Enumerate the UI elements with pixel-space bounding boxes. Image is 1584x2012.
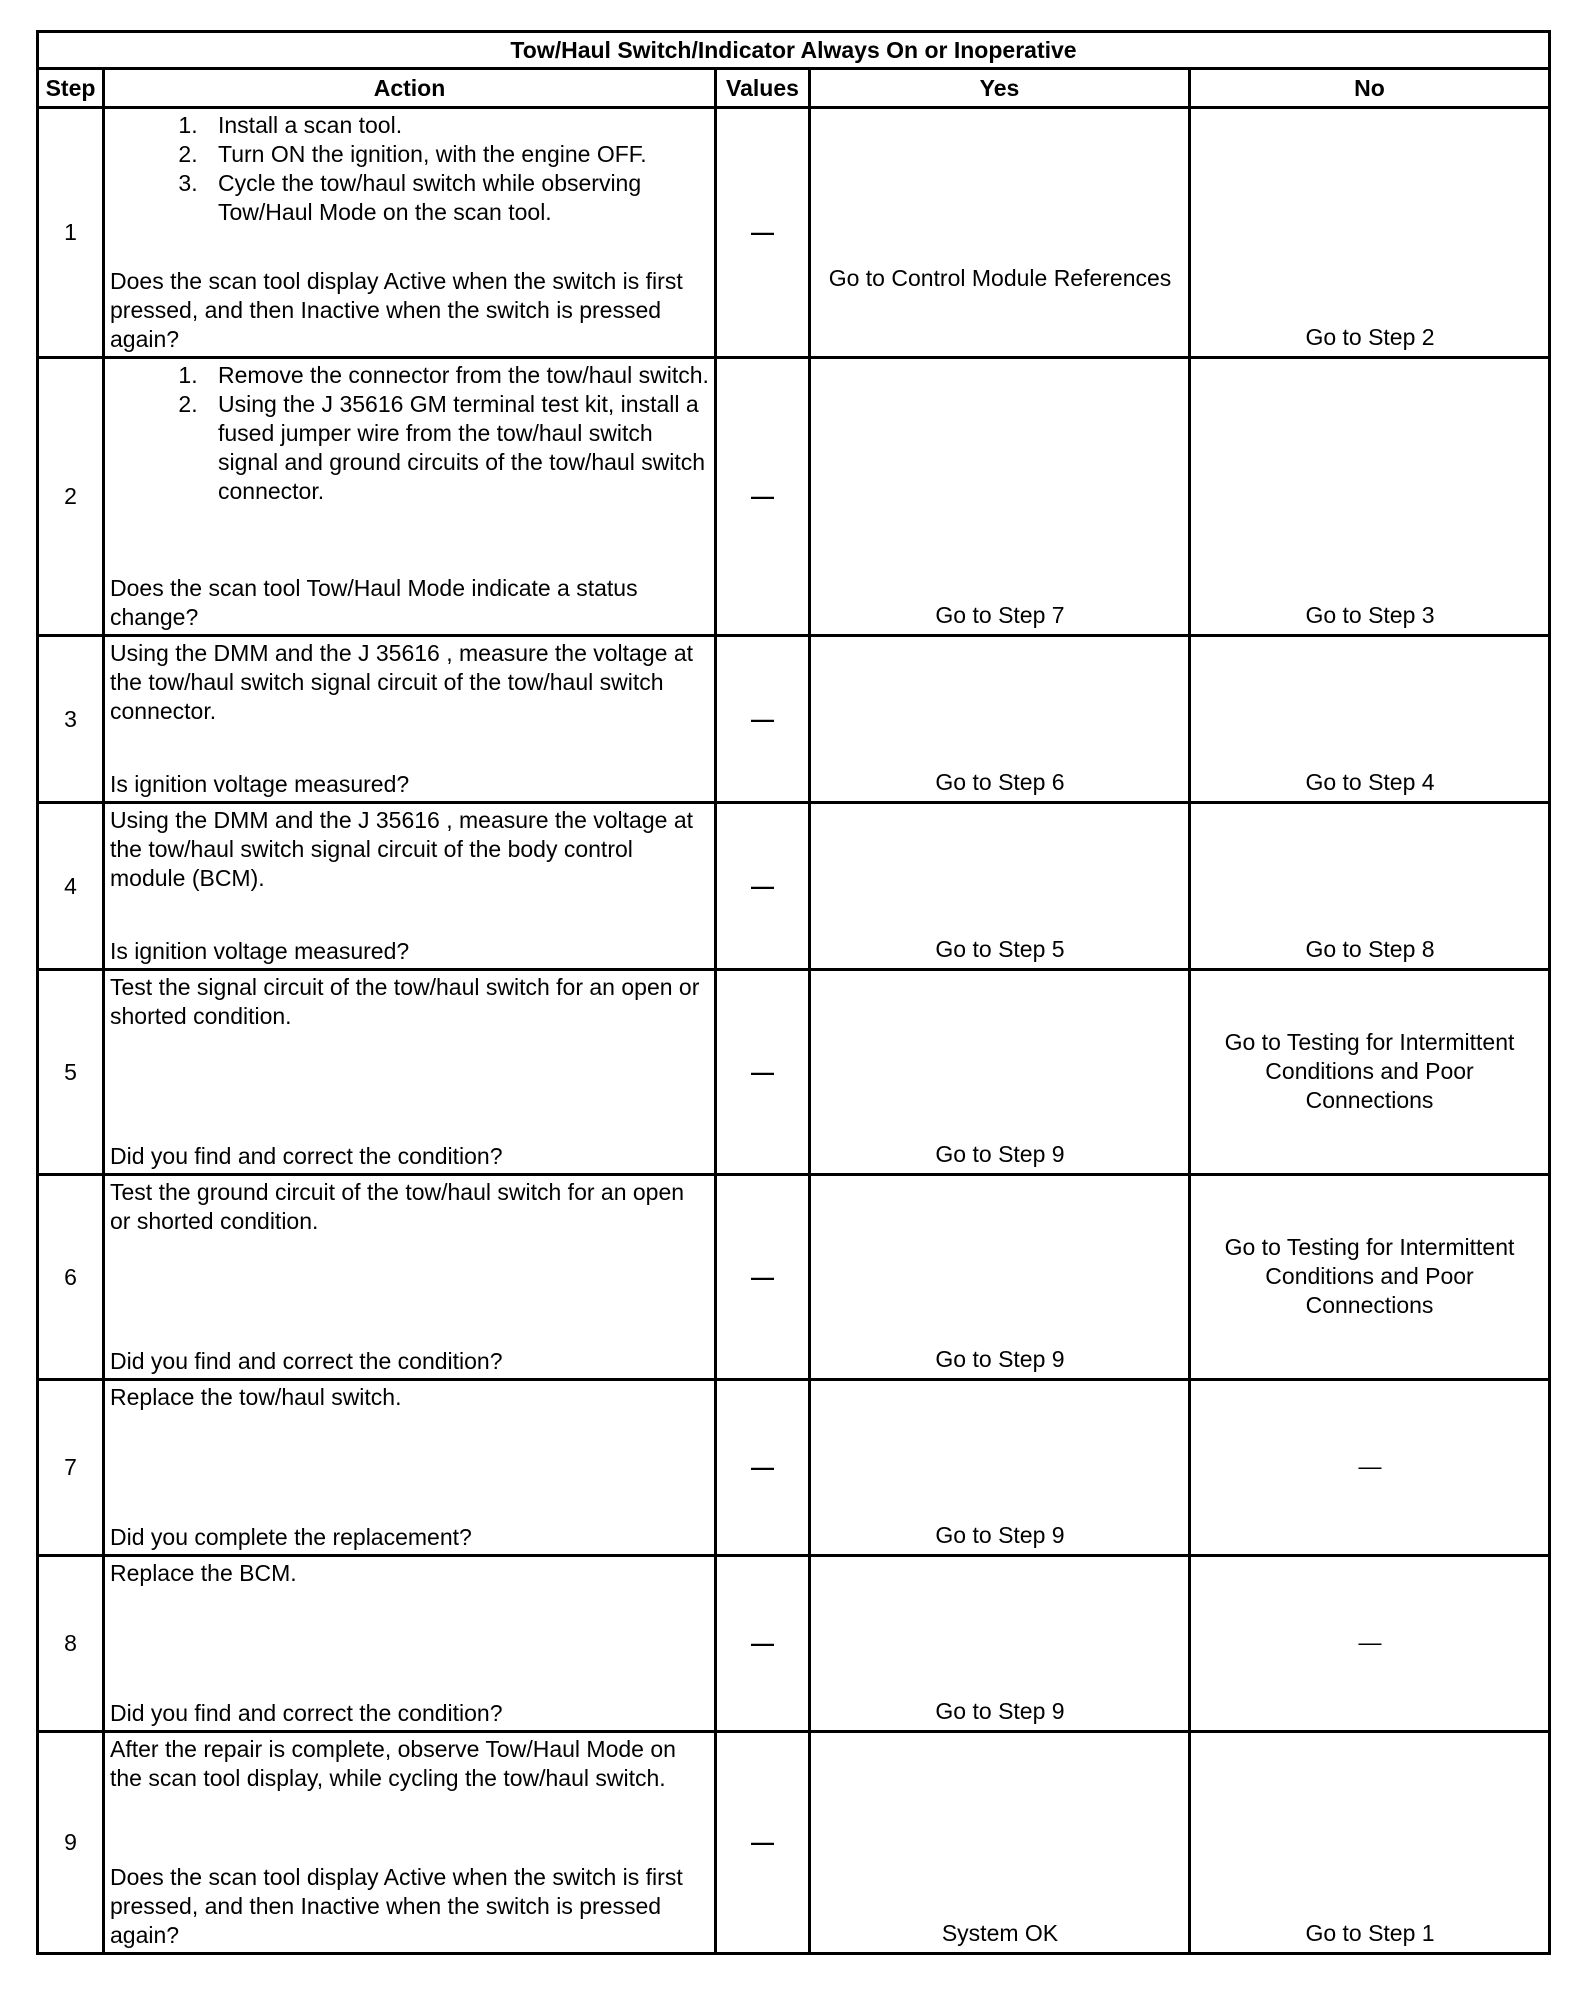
action-question: Is ignition voltage measured? [110,771,410,797]
action-cell [104,1175,716,1380]
header-action: Action [104,69,716,108]
values-cell: — [716,803,810,970]
values-cell: — [716,636,810,803]
action-cell [104,1732,716,1954]
header-no: No [1190,69,1550,108]
no-cell [1190,803,1550,970]
yes-text: Go to Step 9 [935,1141,1065,1167]
action-question: Is ignition voltage measured? [110,938,410,964]
action-text: Using the DMM and the J 35616 , measure the voltage at the tow/haul switch signal circuit of the tow/haul switch connector. [110,640,693,724]
yes-text: Go to Step 5 [935,936,1065,962]
no-text: Go to Step 1 [1305,1920,1435,1946]
step-number: 2 [38,358,104,636]
yes-text: Go to Step 7 [935,602,1065,628]
action-text: Test the ground circuit of the tow/haul switch for an open or shorted condition. [110,1179,685,1234]
instruction-list [110,361,710,506]
step-number: 4 [38,803,104,970]
no-cell [1190,636,1550,803]
yes-text: Go to Step 9 [935,1522,1065,1548]
no-text: Go to Step 8 [1305,936,1435,962]
table-row [38,636,1550,803]
table-row [38,108,1550,358]
table-row [38,803,1550,970]
no-cell [1190,358,1550,636]
no-cell [1190,1732,1550,1954]
step-number: 7 [38,1380,104,1556]
action-cell [104,803,716,970]
yes-cell [810,1556,1190,1732]
values-cell: — [716,970,810,1175]
no-cell [1190,108,1550,358]
table-body [38,108,1550,1954]
table-row [38,1556,1550,1732]
action-question: Did you find and correct the condition? [110,1348,503,1374]
header-step: Step [38,69,104,108]
action-question: Did you find and correct the condition? [110,1700,503,1726]
header-values: Values [716,69,810,108]
yes-cell [810,108,1190,358]
no-cell [1190,1556,1550,1732]
action-cell [104,1556,716,1732]
no-cell [1190,1175,1550,1380]
no-text: Go to Step 4 [1305,769,1435,795]
action-cell [104,970,716,1175]
no-text: Go to Testing for Intermittent Conditions and Poor Connections [1224,1028,1515,1113]
action-question: Did you find and correct the condition? [110,1143,503,1169]
action-cell [104,358,716,636]
yes-cell [810,1732,1190,1954]
yes-cell [810,1175,1190,1380]
no-text: — [1358,1629,1382,1655]
yes-cell [810,803,1190,970]
table-row [38,1380,1550,1556]
yes-cell [810,636,1190,803]
action-question: Does the scan tool Tow/Haul Mode indicate a status change? [110,575,638,630]
yes-text: Go to Step 6 [935,769,1065,795]
yes-text: Go to Control Module References [828,265,1172,291]
no-text: — [1358,1453,1382,1479]
no-cell [1190,1380,1550,1556]
action-text: Test the signal circuit of the tow/haul switch for an open or shorted condition. [110,974,700,1029]
step-number: 3 [38,636,104,803]
action-question: Did you complete the replacement? [110,1524,472,1550]
values-cell: — [716,1732,810,1954]
step-number: 1 [38,108,104,358]
action-question: Does the scan tool display Active when the switch is first pressed, and then Inactive when the switch is pressed again? [110,268,683,352]
instruction-item: 2. Turn ON the ignition, with the engine OFF. [204,140,710,169]
table-row [38,1732,1550,1954]
yes-text: Go to Step 9 [935,1698,1065,1724]
action-cell [104,636,716,803]
action-text: Using the DMM and the J 35616 , measure the voltage at the tow/haul switch signal circuit of the body control module (BCM). [110,807,693,891]
no-text: Go to Step 2 [1305,324,1435,350]
table-title: Tow/Haul Switch/Indicator Always On or Inoperative [38,32,1550,69]
step-number: 8 [38,1556,104,1732]
header-yes: Yes [810,69,1190,108]
action-text: After the repair is complete, observe Tow/Haul Mode on the scan tool display, while cycling the tow/haul switch. [110,1736,676,1791]
yes-cell [810,1380,1190,1556]
action-text: Replace the tow/haul switch. [110,1384,402,1410]
values-cell: — [716,358,810,636]
table-row [38,970,1550,1175]
values-cell: — [716,1556,810,1732]
table-row [38,1175,1550,1380]
step-number: 5 [38,970,104,1175]
instruction-item: 2. Using the J 35616 GM terminal test kit, install a fused jumper wire from the tow/haul switch signal and ground circuits of the tow/haul switch connector. [204,390,710,506]
action-text: Replace the BCM. [110,1560,297,1586]
table-row [38,358,1550,636]
no-text: Go to Step 3 [1305,602,1435,628]
step-number: 6 [38,1175,104,1380]
yes-text: Go to Step 9 [935,1346,1065,1372]
step-number: 9 [38,1732,104,1954]
action-question: Does the scan tool display Active when the switch is first pressed, and then Inactive when the switch is pressed again? [110,1864,683,1948]
values-cell: — [716,108,810,358]
yes-text: System OK [941,1920,1059,1946]
values-cell: — [716,1380,810,1556]
action-cell [104,1380,716,1556]
action-cell [104,108,716,358]
instruction-item: 1. Remove the connector from the tow/haul switch. [204,361,710,390]
no-text: Go to Testing for Intermittent Conditions and Poor Connections [1224,1233,1515,1318]
title-row [38,32,1550,69]
yes-cell [810,970,1190,1175]
instruction-item: 3. Cycle the tow/haul switch while observing Tow/Haul Mode on the scan tool. [204,169,710,227]
no-cell [1190,970,1550,1175]
values-cell: — [716,1175,810,1380]
instruction-list [110,111,710,227]
instruction-item: 1. Install a scan tool. [204,111,710,140]
header-row [38,69,1550,108]
yes-cell [810,358,1190,636]
diagnostic-table [36,30,1551,1955]
